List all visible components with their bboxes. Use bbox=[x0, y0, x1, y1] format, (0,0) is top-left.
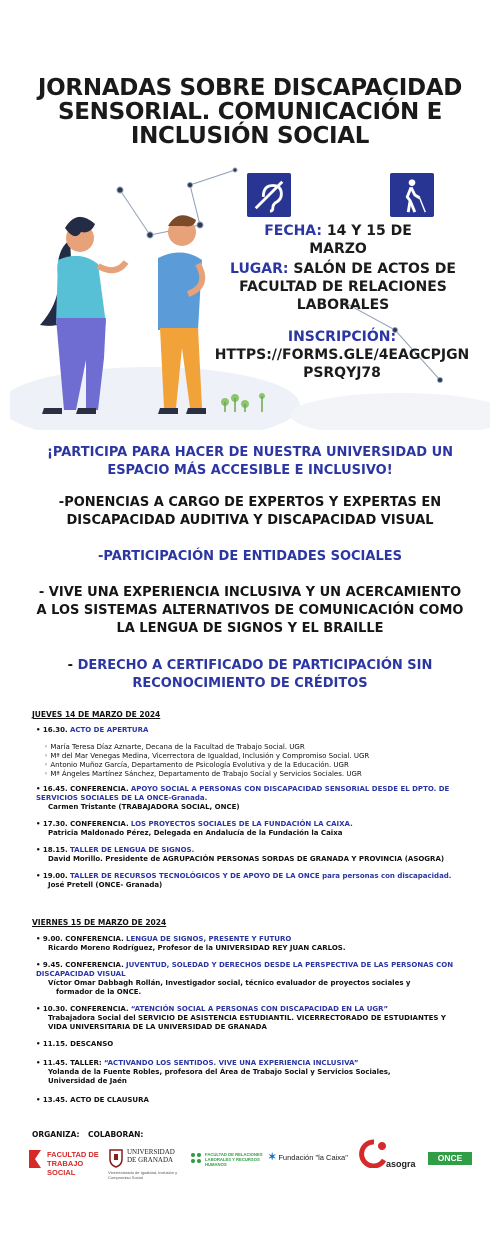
opening-time: • 16.30. bbox=[36, 726, 68, 734]
item-speaker-cont: Universidad de Jaén bbox=[48, 1077, 127, 1085]
slogan-ponencias bbox=[10, 494, 490, 530]
program-item bbox=[32, 846, 482, 864]
program-item bbox=[32, 1005, 482, 1032]
slogan-participa-line-1: ¡PARTICIPA PARA HACER DE NUESTRA UNIVERSIDAD UN bbox=[46, 445, 453, 460]
slogan-certificado-dash: - bbox=[67, 658, 78, 673]
event-title bbox=[10, 76, 490, 148]
item-speaker-cont: VIDA UNIVERSITARIA DE LA UNIVERSIDAD DE GRANADA bbox=[48, 1023, 267, 1031]
break-item: • 11.15. DESCANSO bbox=[36, 1040, 114, 1048]
item-title: TALLER DE RECURSOS TECNOLÓGICOS Y DE APOYO DE LA ONCE para personas con discapacidad. bbox=[69, 872, 452, 880]
item-time: • 9.00. CONFERENCIA. bbox=[36, 935, 124, 943]
organiza-label: ORGANIZA: bbox=[32, 1130, 80, 1139]
item-title: APOYO SOCIAL A PERSONAS CON DISCAPACIDAD SENSORIAL DESDE EL DPTO. DE bbox=[130, 785, 450, 793]
item-speaker: Trabajadora Social del SERVICIO DE ASISTENCIA ESTUDIANTIL. VICERRECTORADO DE ESTUDIANTES Y bbox=[48, 1014, 446, 1022]
event-title-line-2: SENSORIAL. COMUNICACIÓN E bbox=[57, 99, 443, 125]
opening-title: ACTO DE APERTURA bbox=[69, 726, 149, 734]
item-time: • 18.15. bbox=[36, 846, 68, 854]
item-speaker: David Morillo. Presidente de AGRUPACIÓN PERSONAS SORDAS DE GRANADA Y PROVINCIA (ASOGRA) bbox=[48, 855, 445, 863]
logo-once: ONCE bbox=[428, 1152, 472, 1165]
ugr-text-a: UNIVERSIDAD bbox=[127, 1148, 175, 1156]
item-title-cont: SERVICIOS SOCIALES DE LA ONCE-Granada. bbox=[36, 794, 208, 802]
registration-link[interactable]: HTTPS://FORMS.GLE/4EAGCPJGN bbox=[214, 347, 470, 363]
program-item bbox=[32, 935, 482, 953]
la-caixa-text: Fundación "la Caixa" bbox=[278, 1153, 348, 1162]
star-icon: ✶ bbox=[268, 1152, 277, 1163]
relaciones-laborales-logo-icon bbox=[190, 1152, 202, 1164]
slogan-experiencia bbox=[10, 584, 490, 638]
item-speaker: Patricia Maldonado Pérez, Delegada en Andalucía de la Fundación la Caixa bbox=[48, 829, 343, 837]
slogan-experiencia-line-3: LA LENGUA DE SIGNOS Y EL BRAILLE bbox=[116, 621, 384, 636]
event-location bbox=[228, 260, 458, 314]
trabajo-social-logo-icon bbox=[26, 1148, 44, 1170]
item-title: “ACTIVANDO LOS SENTIDOS. VIVE UNA EXPERIENCIA INCLUSIVA” bbox=[103, 1059, 359, 1067]
event-title-line-3: INCLUSIÓN SOCIAL bbox=[130, 123, 370, 149]
opening-speaker: ◦ Mª del Mar Venegas Medina, Vicerrectora de Igualdad, Inclusión y Compromiso Social. UGR bbox=[44, 752, 370, 760]
opening-speaker: ◦ Mª Ángeles Martínez Sánchez, Departamento de Trabajo Social y Servicios Sociales. UGR bbox=[44, 770, 362, 778]
inscripcion-label: INSCRIPCIÓN: bbox=[287, 329, 397, 345]
fecha-label: FECHA: bbox=[264, 223, 322, 239]
slogan-experiencia-line-1: - VIVE UNA EXPERIENCIA INCLUSIVA Y UN ACERCAMIENTO bbox=[38, 585, 462, 600]
ugr-text-b: DE GRANADA bbox=[127, 1156, 174, 1164]
item-time: • 9.45. CONFERENCIA. bbox=[36, 961, 124, 969]
lugar-label: LUGAR: bbox=[230, 261, 289, 277]
lugar-value-2: FACULTAD DE RELACIONES bbox=[239, 279, 447, 295]
event-title-line-1: JORNADAS SOBRE DISCAPACIDAD bbox=[37, 75, 463, 101]
item-speaker: Yolanda de la Fuente Robles, profesora del Área de Trabajo Social y Servicios Sociales, bbox=[48, 1068, 391, 1076]
logo-fundacion-la-caixa bbox=[268, 1154, 354, 1163]
logo-facultad-text: FACULTAD DE TRABAJO SOCIAL bbox=[47, 1150, 99, 1177]
item-speaker: Víctor Omar Dabbagh Rollán, Investigador social, técnico evaluador de proyectos sociales y bbox=[48, 979, 411, 987]
item-speaker: José Pretell (ONCE- Granada) bbox=[48, 881, 163, 889]
logo-asogra bbox=[356, 1138, 426, 1178]
ugr-crest-icon bbox=[108, 1148, 124, 1168]
opening-speakers bbox=[32, 743, 482, 779]
program-day-1 bbox=[32, 710, 482, 890]
item-title: “ATENCIÓN SOCIAL A PERSONAS CON DISCAPACIDAD EN LA UGR” bbox=[130, 1005, 389, 1013]
day-2-heading: VIERNES 15 DE MARZO DE 2024 bbox=[32, 918, 167, 927]
logo-relaciones-laborales bbox=[190, 1152, 266, 1167]
fecha-value: 14 Y 15 DE MARZO bbox=[309, 223, 412, 257]
program-item bbox=[32, 820, 482, 838]
item-speaker: Ricardo Moreno Rodríguez, Profesor de la UNIVERSIDAD REY JUAN CARLOS. bbox=[48, 944, 346, 952]
item-title: LENGUA DE SIGNOS, PRESENTE Y FUTURO bbox=[126, 935, 292, 943]
slogan-certificado-line-2: RECONOCIMIENTO DE CRÉDITOS bbox=[132, 676, 368, 691]
item-time: • 17.30. CONFERENCIA. bbox=[36, 820, 129, 828]
event-registration bbox=[210, 328, 474, 382]
item-speaker-cont: formador de la ONCE. bbox=[56, 988, 142, 996]
item-title: TALLER DE LENGUA DE SIGNOS. bbox=[69, 846, 195, 854]
day-1-heading: JUEVES 14 DE MARZO DE 2024 bbox=[32, 710, 161, 719]
lugar-value-3: LABORALES bbox=[296, 297, 390, 313]
item-title: JUVENTUD, SOLEDAD Y DERECHOS DESDE LA PERSPECTIVA DE LAS PERSONAS CON bbox=[126, 961, 454, 969]
opening-speaker: ◦ Antonio Muñoz García, Departamento de Psicología Evolutiva y de la Educación. UGR bbox=[44, 761, 349, 769]
hearing-impaired-icon bbox=[247, 173, 291, 217]
hero-banner bbox=[10, 0, 490, 430]
blind-person-icon bbox=[390, 173, 434, 217]
slogan-experiencia-line-2: A LOS SISTEMAS ALTERNATIVOS DE COMUNICACIÓN COMO bbox=[36, 603, 464, 618]
closing-item: • 13.45. ACTO DE CLAUSURA bbox=[36, 1096, 149, 1104]
asogra-text: asogra bbox=[386, 1159, 416, 1169]
opening-speaker: ◦ María Teresa Díaz Aznarte, Decana de la Facultad de Trabajo Social. UGR bbox=[44, 743, 305, 751]
item-title-cont: DISCAPACIDAD VISUAL bbox=[36, 970, 126, 978]
registration-link-cont[interactable]: PSRQYJ78 bbox=[303, 365, 381, 381]
program-item bbox=[32, 1059, 482, 1086]
ugr-vicerrectorado-text: Vicerrectorado de Igualdad, Inclusión y Compromiso Social bbox=[108, 1170, 178, 1180]
slogan-certificado-line-1: DERECHO A CERTIFICADO DE PARTICIPACIÓN SIN bbox=[77, 658, 433, 673]
program-day-2 bbox=[32, 918, 482, 1105]
slogan-ponencias-line-1: -PONENCIAS A CARGO DE EXPERTOS Y EXPERTAS EN bbox=[58, 495, 442, 510]
slogan-participa bbox=[10, 444, 490, 480]
logo-facultad-trabajo-social bbox=[26, 1148, 106, 1177]
slogan-participa-line-2: ESPACIO MÁS ACCESIBLE E INCLUSIVO! bbox=[107, 463, 393, 478]
item-time: • 11.45. TALLER: bbox=[36, 1059, 102, 1067]
slogan-ponencias-line-2: DISCAPACIDAD AUDITIVA Y DISCAPACIDAD VISUAL bbox=[66, 513, 434, 528]
item-speaker: Carmen Tristante (TRABAJADORA SOCIAL, ONCE) bbox=[48, 803, 240, 811]
event-date bbox=[238, 222, 438, 258]
item-title: LOS PROYECTOS SOCIALES DE LA FUNDACIÓN LA CAIXA. bbox=[130, 820, 353, 828]
item-time: • 19.00. bbox=[36, 872, 68, 880]
program-item bbox=[32, 785, 482, 812]
program-item bbox=[32, 961, 482, 997]
slogan-certificado bbox=[10, 657, 490, 693]
lugar-value-1: SALÓN DE ACTOS DE bbox=[293, 261, 456, 277]
slogan-entidades: -PARTICIPACIÓN DE ENTIDADES SOCIALES bbox=[98, 549, 402, 564]
item-time: • 10.30. CONFERENCIA. bbox=[36, 1005, 129, 1013]
colaboran-label: COLABORAN: bbox=[88, 1130, 144, 1139]
relaciones-laborales-text: FACULTAD DE RELACIONES LABORALES Y RECURSOS HUMANOS bbox=[205, 1152, 263, 1167]
item-time: • 16.45. CONFERENCIA. bbox=[36, 785, 129, 793]
program-item bbox=[32, 872, 482, 890]
logo-universidad-granada bbox=[108, 1148, 186, 1180]
